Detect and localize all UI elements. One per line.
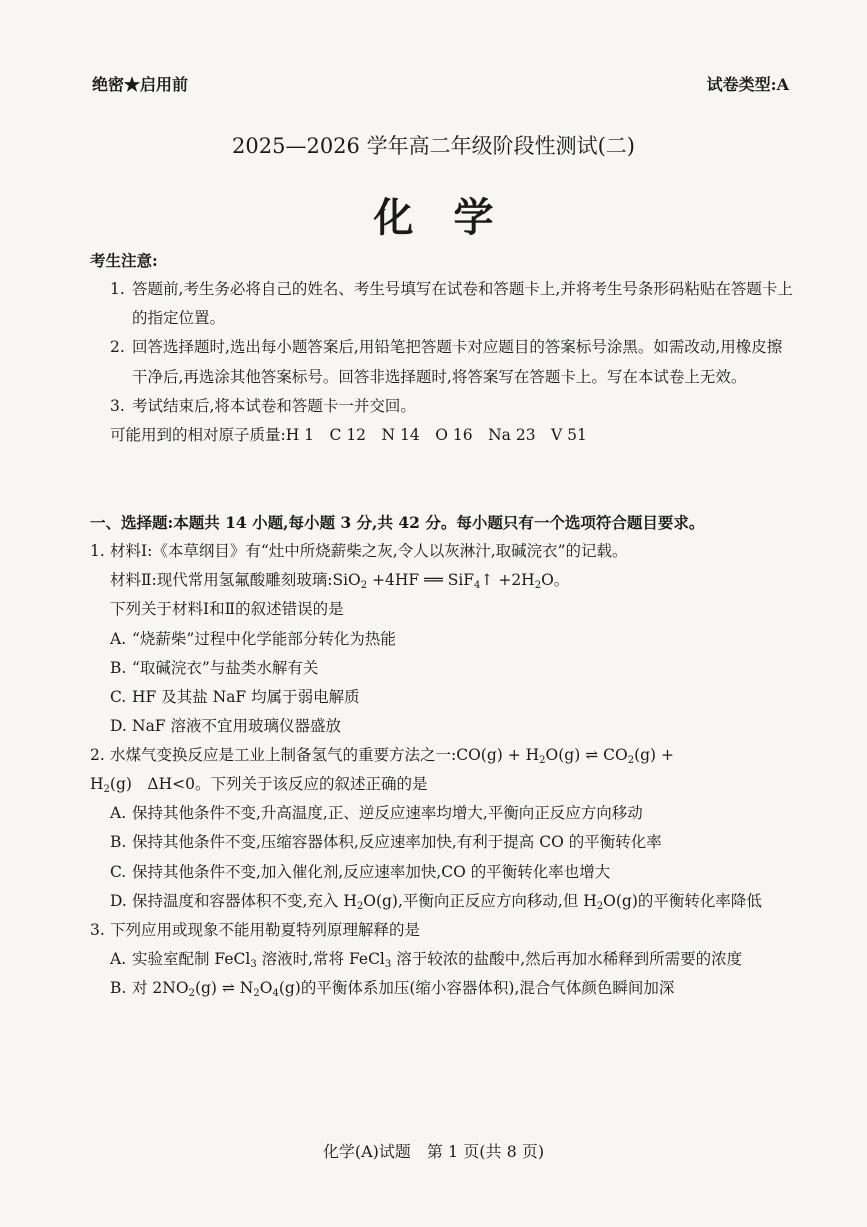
option-c: C. HF 及其盐 NaF 均属于弱电解质 bbox=[110, 687, 360, 706]
question-3 bbox=[90, 916, 796, 945]
secrecy-label: 绝密★启用前 bbox=[92, 75, 189, 94]
questions-block bbox=[90, 508, 796, 1003]
option-b: B. 保持其他条件不变,压缩容器体积,反应速率加快,有利于提高 CO 的平衡转化率 bbox=[110, 833, 662, 852]
notice-item-number: 1. bbox=[110, 280, 125, 299]
option-a: A. “烧薪柴”过程中化学能部分转化为热能 bbox=[110, 629, 396, 648]
option-d: D. 保持温度和容器体积不变,充入 $H_2O(g)$,平衡向正反应方向移动,但 $H_2O(g)$的平衡转化率降低 bbox=[110, 891, 762, 912]
option-d: D. NaF 溶液不宜用玻璃仪器盛放 bbox=[110, 716, 341, 735]
notice-heading: 考生注意: bbox=[90, 251, 158, 270]
question-stem: 下列关于材料Ⅰ和Ⅱ的叙述错误的是 bbox=[110, 600, 344, 619]
notice-item-text: 回答选择题时,选出每小题答案后,用铅笔把答题卡对应题目的答案标号涂黑。如需改动,用橡皮擦干净后,再选涂其他答案标号。回答非选择题时,将答案写在答题卡上。写在本试卷上无效。 bbox=[132, 338, 783, 386]
paper-type-label: 试卷类型:A bbox=[706, 75, 789, 94]
question-stem: 下列应用或现象不能用勒夏特列原理解释的是 bbox=[110, 920, 421, 939]
question-stem-cont: $H_2(g)$ ΔH<0。下列关于该反应的叙述正确的是 bbox=[90, 775, 428, 796]
notice-item-number: 2. bbox=[110, 338, 125, 357]
section-heading: 一、选择题:本题共 14 小题,每小题 3 分,共 42 分。每小题只有一个选项符合题目要求。 bbox=[90, 513, 705, 532]
question-number: 2. bbox=[90, 746, 105, 764]
question-stem: 水煤气变换反应是工业上制备氢气的重要方法之一:CO(g) + $H_2O(g)$ ⇌ $CO_2(g)$ + bbox=[110, 746, 674, 766]
notice-item bbox=[90, 333, 796, 391]
question-1 bbox=[90, 537, 796, 566]
notice-item-text: 答题前,考生务必将自己的姓名、考生号填写在试卷和答题卡上,并将考生号条形码粘贴在答题卡上的指定位置。 bbox=[132, 280, 793, 328]
notice-item bbox=[90, 275, 796, 333]
option-c: C. 保持其他条件不变,加入催化剂,反应速率加快,CO 的平衡转化率也增大 bbox=[110, 862, 611, 881]
notice-item-text: 考试结束后,将本试卷和答题卡一并交回。 bbox=[132, 396, 416, 415]
page-footer: 化学(A)试题 第 1 页(共 8 页) bbox=[322, 1142, 545, 1161]
notice-item-number: 3. bbox=[110, 396, 125, 415]
exam-title: 2025—2026 学年高二年级阶段性测试(二) bbox=[232, 134, 635, 158]
question-number: 3. bbox=[90, 920, 105, 939]
question-number: 1. bbox=[90, 542, 105, 561]
option-a: A. 实验室配制 FeCl$_3$ 溶液时,常将 FeCl$_3$ 溶于较浓的盐酸中,然后再加水稀释到所需要的浓度 bbox=[110, 949, 743, 970]
option-b: B. 对 $2NO_2(g)$ ⇌ $N_2O_4(g)$的平衡体系加压(缩小容器体积),混合气体颜色瞬间加深 bbox=[110, 979, 675, 999]
atomic-masses: 可能用到的相对原子质量:H 1 C 12 N 14 O 16 Na 23 V 51 bbox=[110, 425, 587, 444]
question-material-1: 材料Ⅰ:《本草纲目》有“灶中所烧薪柴之灰,令人以灰淋汁,取碱浣衣”的记载。 bbox=[110, 542, 628, 561]
option-a: A. 保持其他条件不变,升高温度,正、逆反应速率均增大,平衡向正反应方向移动 bbox=[110, 804, 643, 823]
option-b: B. “取碱浣衣”与盐类水解有关 bbox=[110, 658, 319, 677]
notice-block bbox=[90, 246, 796, 450]
question-material-2: 材料Ⅱ:现代常用氢氟酸雕刻玻璃:SiO$_2$ +4HF ══ SiF$_4$↑ $+2H_2O$。 bbox=[110, 571, 570, 592]
notice-item bbox=[90, 392, 796, 421]
question-2 bbox=[90, 741, 796, 770]
subject-title: 化学 bbox=[373, 194, 534, 241]
